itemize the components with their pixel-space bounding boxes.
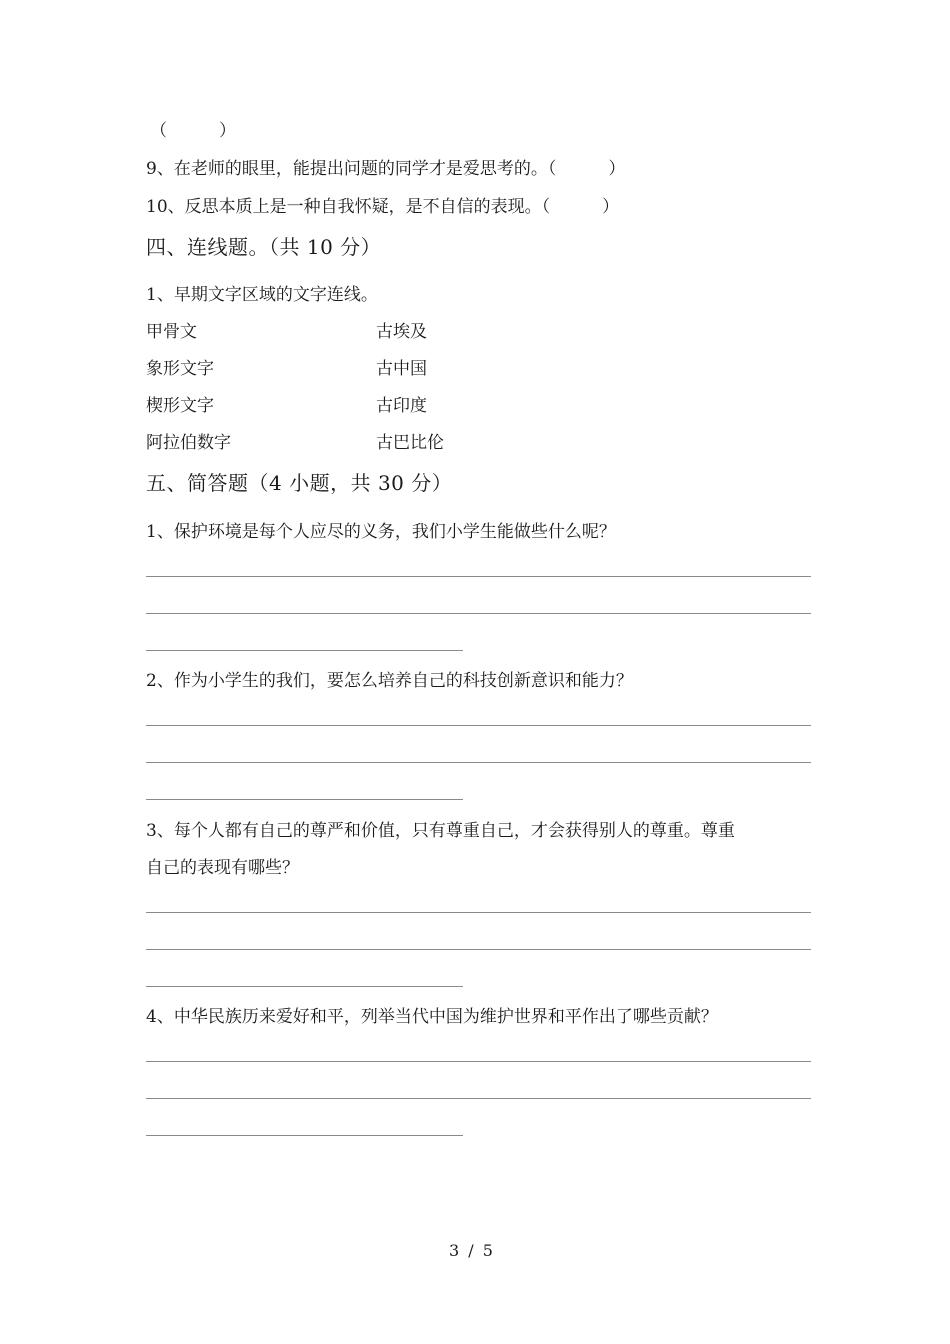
answer-line <box>146 762 811 763</box>
answer-line <box>146 949 811 950</box>
paren-close: ） <box>219 121 236 141</box>
answer-line <box>146 986 463 987</box>
match-left-item: 象形文字 <box>146 359 214 379</box>
answer-line <box>146 725 811 726</box>
question-10-text: 10、反思本质上是一种自我怀疑，是不自信的表现。（ <box>146 197 551 217</box>
match-left-item: 楔形文字 <box>146 396 214 416</box>
answer-line <box>146 650 463 651</box>
match-right-item: 古巴比伦 <box>376 433 444 453</box>
section-4-title: 四、连线题。（共 10 分） <box>146 235 382 259</box>
question-9-paren-close: ） <box>608 159 626 179</box>
section-5-title: 五、简答题（4 小题，共 30 分） <box>146 471 453 495</box>
section-4-question-1: 1、早期文字区域的文字连线。 <box>146 285 378 305</box>
section-5-question-3-line-1: 3、每个人都有自己的尊严和价值，只有尊重自己，才会获得别人的尊重。尊重 <box>146 821 735 841</box>
section-5-question-2: 2、作为小学生的我们，要怎么培养自己的科技创新意识和能力？ <box>146 671 633 691</box>
match-left-item: 甲骨文 <box>146 322 197 342</box>
match-right-item: 古埃及 <box>376 322 427 342</box>
page-number: 3 / 5 <box>449 1241 495 1260</box>
answer-line <box>146 1061 811 1062</box>
section-5-question-4: 4、中华民族历来爱好和平，列举当代中国为维护世界和平作出了哪些贡献？ <box>146 1007 718 1027</box>
answer-line <box>146 912 811 913</box>
answer-line <box>146 799 463 800</box>
question-10 <box>146 196 619 218</box>
answer-line <box>146 613 811 614</box>
question-9 <box>146 158 625 180</box>
answer-line <box>146 576 811 577</box>
match-right-item: 古印度 <box>376 396 427 416</box>
section-5-question-3-line-2: 自己的表现有哪些？ <box>146 858 299 878</box>
match-left-item: 阿拉伯数字 <box>146 433 231 453</box>
answer-line <box>146 1135 463 1136</box>
answer-line <box>146 1098 811 1099</box>
match-right-item: 古中国 <box>376 359 427 379</box>
question-9-text: 9、在老师的眼里，能提出问题的同学才是爱思考的。（ <box>146 159 557 179</box>
continued-answer-parentheses <box>150 120 236 142</box>
question-10-paren-close: ） <box>602 197 620 217</box>
paren-open: （ <box>150 121 167 141</box>
section-5-question-1: 1、保护环境是每个人应尽的义务，我们小学生能做些什么呢？ <box>146 522 616 542</box>
